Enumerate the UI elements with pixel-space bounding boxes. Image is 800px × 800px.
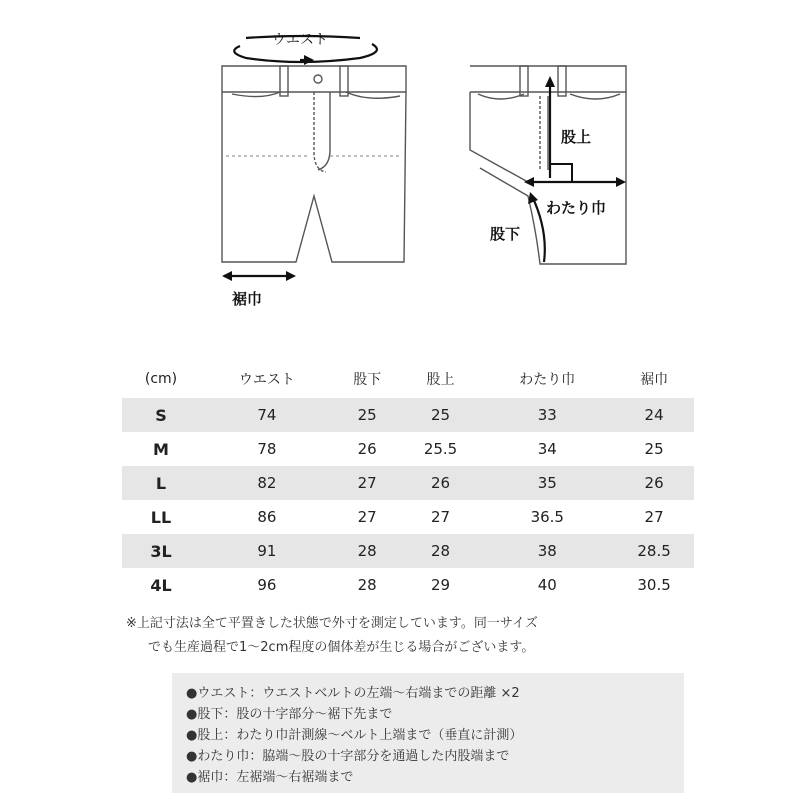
unit-label: (cm)	[144, 371, 178, 387]
value-cell: 96	[257, 576, 277, 594]
value-cell: 29	[430, 576, 451, 594]
waist-arrowhead	[304, 55, 314, 65]
right-angle-mark	[550, 164, 572, 182]
value-cell: 35	[480, 466, 614, 500]
label-waist: ウエスト	[272, 32, 328, 48]
size-cell: M	[153, 439, 169, 459]
value-cell: 27	[334, 466, 401, 500]
definition-thigh: ●わたり巾：脇端～股の十字部分を通過した内股端まで	[186, 749, 510, 764]
value-cell: 25	[401, 398, 481, 432]
measurement-diagrams	[0, 0, 800, 340]
value-cell: 82	[200, 466, 334, 500]
size-cell: 3L	[122, 534, 200, 568]
size-table	[122, 360, 694, 602]
value-cell: 91	[200, 534, 334, 568]
table-row	[122, 500, 694, 534]
value-cell: 25	[334, 398, 401, 432]
note-line-1: ※上記寸法は全て平置きした状態で外寸を測定しています。同一サイズ	[126, 616, 538, 631]
size-cell: 4L	[150, 575, 172, 595]
table-row	[122, 432, 694, 466]
value-cell: 26	[401, 466, 481, 500]
value-cell: 28.5	[614, 534, 694, 568]
measurement-note	[126, 612, 538, 660]
value-cell: 27	[430, 508, 451, 526]
value-cell: 34	[537, 440, 557, 458]
shorts-illustration	[0, 0, 800, 340]
value-cell: 27	[644, 508, 664, 526]
size-cell: L	[122, 466, 200, 500]
value-cell: 26	[357, 440, 377, 458]
table-row	[122, 568, 694, 602]
table-row	[122, 534, 694, 568]
label-hem: 裾巾	[232, 290, 263, 308]
value-cell: 28	[401, 534, 481, 568]
definition-inseam: ●股下：股の十字部分～裾下先まで	[186, 707, 393, 722]
header-inseam: 股下	[353, 372, 382, 388]
value-cell: 26	[614, 466, 694, 500]
front-shorts-drawing	[222, 66, 406, 262]
value-cell: 40	[537, 576, 557, 594]
value-cell: 25.5	[423, 440, 458, 458]
definitions-box	[172, 673, 684, 793]
header-waist: ウエスト	[238, 372, 295, 388]
table-header-row	[122, 360, 694, 398]
value-cell: 30.5	[637, 576, 671, 594]
value-cell: 36.5	[530, 508, 564, 526]
header-hem: 裾巾	[640, 372, 669, 388]
value-cell: 74	[200, 398, 334, 432]
definitions-list	[172, 673, 684, 788]
table-row	[122, 398, 694, 432]
value-cell: 33	[480, 398, 614, 432]
label-rise: 股上	[561, 128, 592, 146]
value-cell: 78	[257, 440, 277, 458]
value-cell: 27	[357, 508, 377, 526]
value-cell: 24	[614, 398, 694, 432]
table-row	[122, 466, 694, 500]
value-cell: 28	[357, 576, 377, 594]
value-cell: 86	[257, 508, 277, 526]
value-cell: 28	[334, 534, 401, 568]
size-cell: LL	[150, 507, 172, 527]
label-inseam: 股下	[490, 225, 521, 243]
value-cell: 25	[644, 440, 664, 458]
size-cell: S	[122, 398, 200, 432]
definition-waist: ●ウエスト：ウエストベルトの左端～右端までの距離 ×2	[186, 686, 520, 701]
header-thigh: わたり巾	[519, 372, 576, 388]
header-rise: 股上	[426, 372, 455, 388]
definition-rise: ●股上：わたり巾計測線～ベルト上端まで（垂直に計測）	[186, 728, 523, 743]
label-thigh: わたり巾	[546, 199, 607, 217]
definition-hem: ●裾巾：左裾端～右裾端まで	[186, 770, 354, 785]
value-cell: 38	[480, 534, 614, 568]
note-line-2: でも生産過程で1～2cm程度の個体差が生じる場合がございます。	[148, 640, 535, 655]
